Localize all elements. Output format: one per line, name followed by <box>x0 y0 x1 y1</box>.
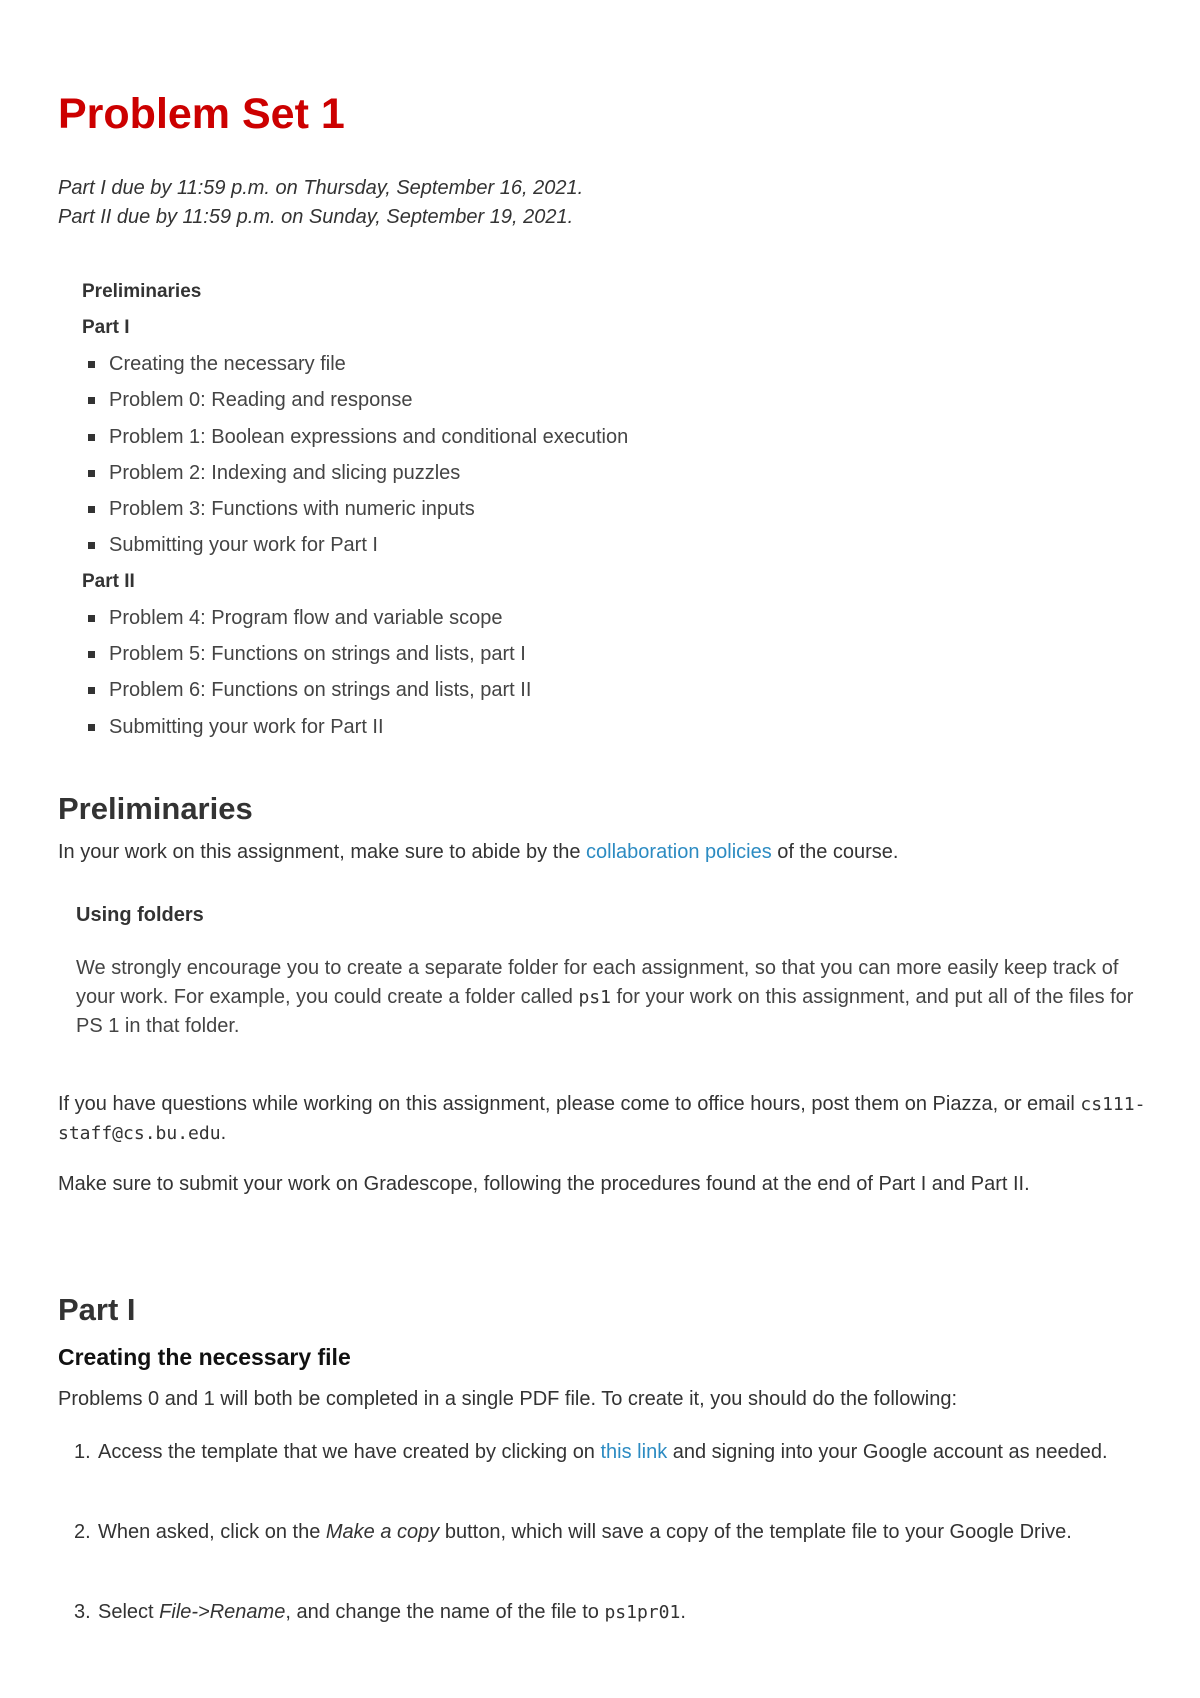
text: . <box>220 1122 227 1144</box>
toc-item[interactable] <box>82 458 882 494</box>
square-bullet-icon <box>88 542 95 549</box>
using-folders-note <box>76 900 1136 1041</box>
text: If you have questions while working on this assignment, please come to office hours, post them on Piazza, or email <box>58 1093 1081 1115</box>
text: When asked, click on the <box>98 1521 326 1543</box>
page-title: Problem Set 1 <box>58 90 345 138</box>
due-date-part2: Part II due by 11:59 p.m. on Sunday, September 19, 2021. <box>58 206 574 228</box>
toc-item-label: Problem 4: Program flow and variable scope <box>109 606 503 629</box>
section-heading-part1: Part I <box>58 1292 136 1327</box>
toc-item-label: Problem 2: Indexing and slicing puzzles <box>109 461 461 484</box>
toc-item[interactable] <box>82 349 882 385</box>
file-rename-text: File->Rename <box>159 1601 286 1623</box>
text: of the course. <box>771 841 899 863</box>
text: In your work on this assignment, make sure to abide by the <box>58 841 587 863</box>
toc-item-label: Problem 3: Functions with numeric inputs <box>109 498 475 521</box>
toc-part2-list <box>82 603 882 748</box>
square-bullet-icon <box>88 724 95 731</box>
text: , and change the name of the file to <box>285 1601 605 1623</box>
staff-email: cs111-staff@cs.bu.edu <box>58 1094 1146 1144</box>
toc-link-part2[interactable]: Part II <box>82 570 135 592</box>
text: button, which will save a copy of the template file to your Google Drive. <box>439 1521 1072 1543</box>
square-bullet-icon <box>88 361 95 368</box>
text: Select <box>98 1601 160 1623</box>
subheading-creating-file: Creating the necessary file <box>58 1344 351 1370</box>
step-item <box>58 1438 1148 1518</box>
step-item <box>58 1598 1148 1627</box>
table-of-contents <box>82 277 882 748</box>
section-heading-preliminaries: Preliminaries <box>58 791 253 826</box>
intro-paragraph: Problems 0 and 1 will both be completed in a single PDF file. To create it, you should do the following: <box>58 1388 958 1410</box>
square-bullet-icon <box>88 470 95 477</box>
toc-item-label: Problem 6: Functions on strings and lists, part II <box>109 679 532 702</box>
square-bullet-icon <box>88 434 95 441</box>
toc-item-label: Problem 5: Functions on strings and lists, part I <box>109 643 526 666</box>
toc-item[interactable] <box>82 494 882 530</box>
toc-item[interactable] <box>82 530 882 566</box>
toc-item[interactable] <box>82 675 882 711</box>
toc-item-label: Submitting your work for Part II <box>109 715 384 738</box>
text: We strongly encourage you to create a separate folder for each assignment, so that you can more easily keep track of your work. For example, you could create a folder called <box>76 957 1119 1008</box>
text: Access the template that we have created by clicking on <box>98 1441 601 1463</box>
questions-paragraph <box>58 1090 1148 1148</box>
folder-name-code: ps1 <box>578 987 611 1008</box>
toc-item[interactable] <box>82 603 882 639</box>
toc-item-label: Submitting your work for Part I <box>109 534 378 557</box>
square-bullet-icon <box>88 506 95 513</box>
square-bullet-icon <box>88 651 95 658</box>
step-item <box>58 1518 1148 1598</box>
text: and signing into your Google account as needed. <box>667 1441 1108 1463</box>
toc-item[interactable] <box>82 422 882 458</box>
filename-code: ps1pr01 <box>604 1602 681 1623</box>
toc-item[interactable] <box>82 712 882 748</box>
step-number: 3. <box>74 1601 91 1623</box>
note-text <box>76 954 1136 1041</box>
step-number: 2. <box>74 1521 91 1543</box>
toc-item-label: Problem 0: Reading and response <box>109 389 413 412</box>
submission-paragraph: Make sure to submit your work on Gradescope, following the procedures found at the end of Part I and Part II. <box>58 1173 1030 1195</box>
square-bullet-icon <box>88 397 95 404</box>
toc-part1-list <box>82 349 882 567</box>
text: for your work on this assignment, and put all of the files for PS 1 in that folder. <box>76 986 1134 1037</box>
note-title: Using folders <box>76 904 204 926</box>
due-date-part1: Part I due by 11:59 p.m. on Thursday, September 16, 2021. <box>58 177 584 199</box>
steps-list <box>58 1438 1148 1627</box>
toc-link-part1[interactable]: Part I <box>82 317 130 338</box>
collaboration-policies-link[interactable]: collaboration policies <box>586 841 772 863</box>
make-a-copy-text: Make a copy <box>325 1521 440 1543</box>
text: . <box>680 1601 686 1623</box>
toc-item[interactable] <box>82 639 882 675</box>
square-bullet-icon <box>88 687 95 694</box>
toc-item-label: Creating the necessary file <box>109 353 346 375</box>
square-bullet-icon <box>88 615 95 622</box>
toc-link-preliminaries[interactable]: Preliminaries <box>82 281 202 302</box>
toc-item[interactable] <box>82 385 882 421</box>
template-link[interactable]: this link <box>600 1441 668 1463</box>
step-number: 1. <box>74 1441 91 1463</box>
collaboration-paragraph <box>58 838 1148 867</box>
toc-item-label: Problem 1: Boolean expressions and conditional execution <box>109 425 629 448</box>
